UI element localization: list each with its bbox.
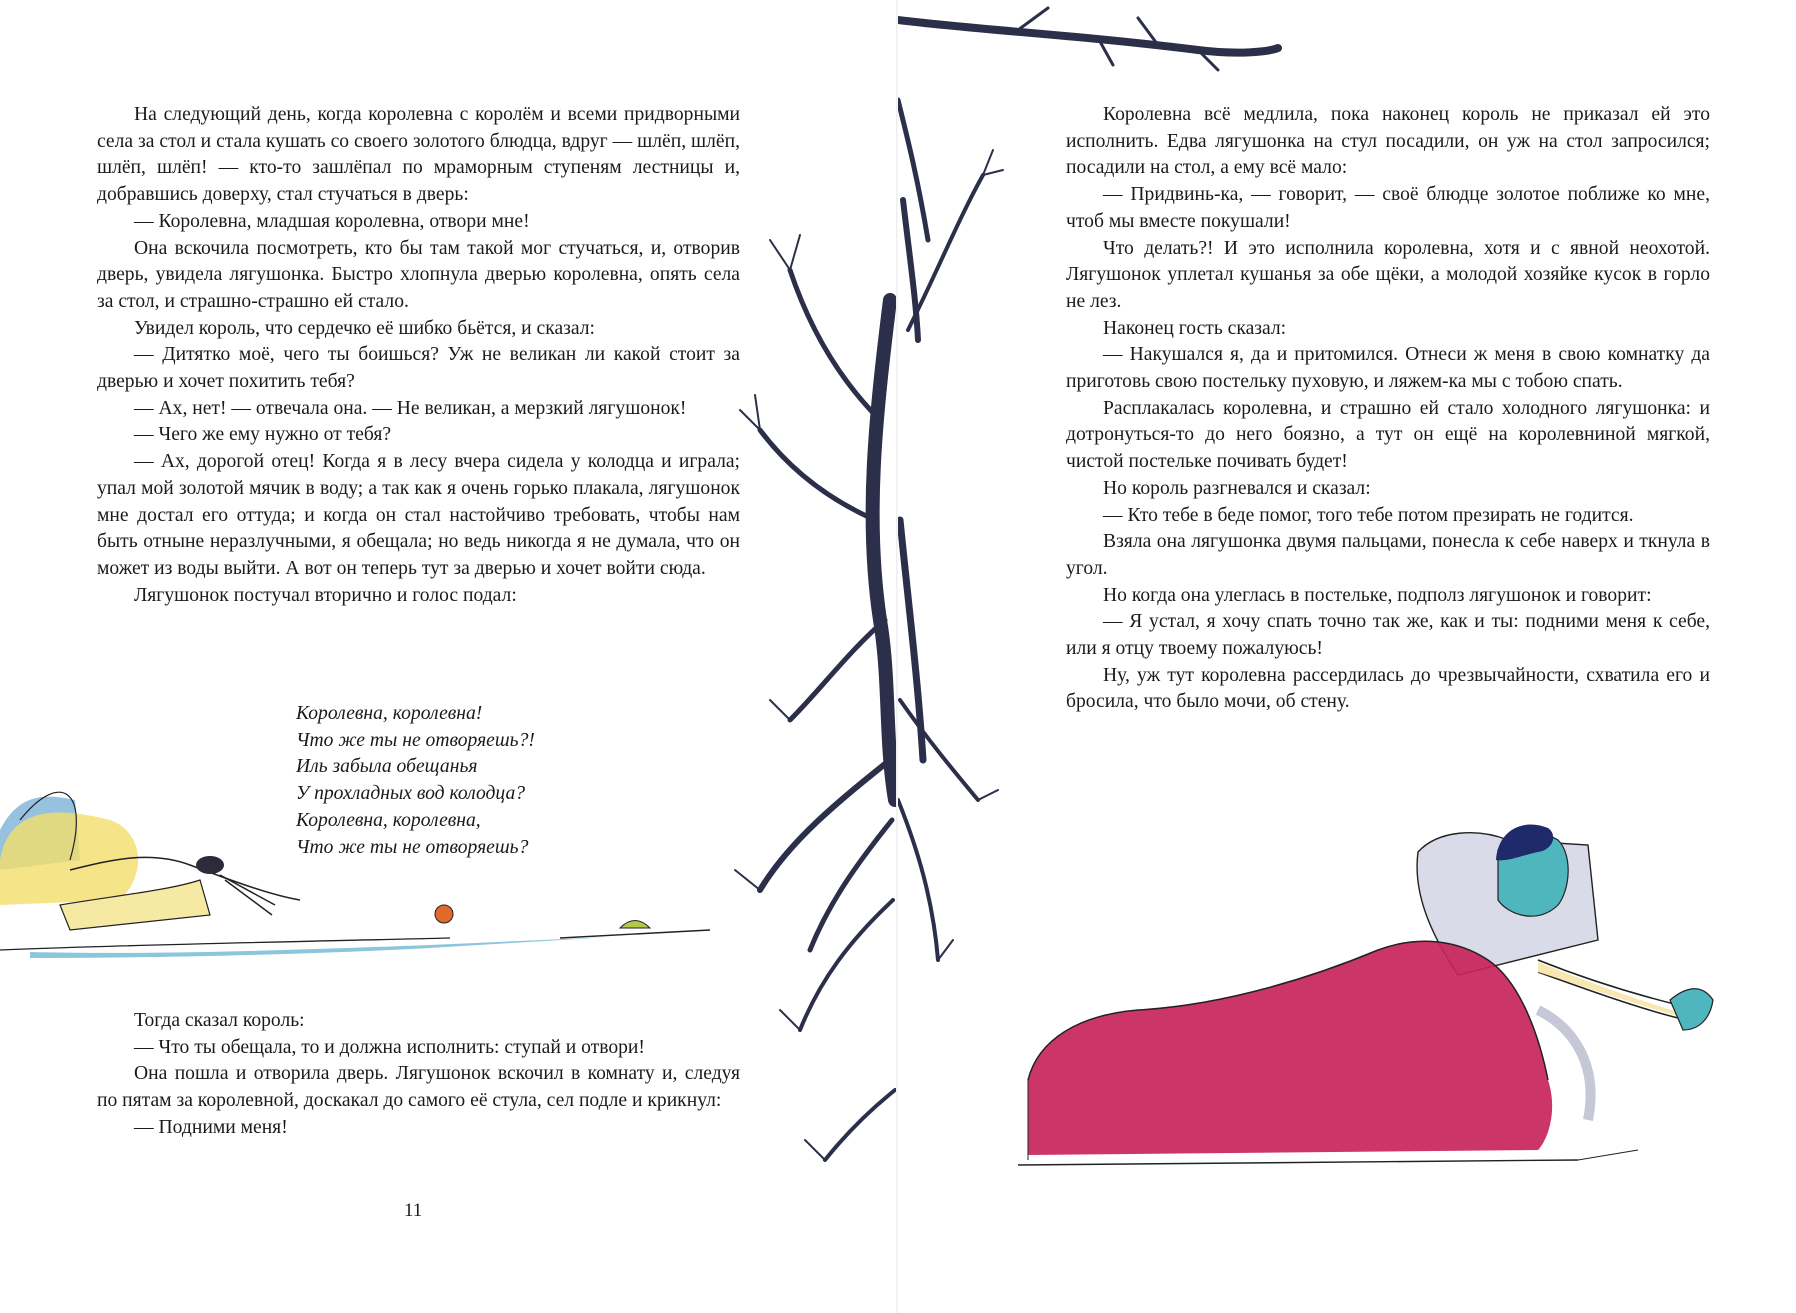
paragraph: Но король разгневался и сказал: (1103, 477, 1371, 499)
paragraph: Что делать?! И это исполнила королевна, хотя и с явной неохотой. Лягушонок уплетал кушанья за обе щёки, а молодой хозяйке кусок в горло не лез. (1066, 237, 1710, 312)
paragraph: Тогда сказал король: (134, 1010, 305, 1031)
paragraph: — Кто тебе в беде помог, того тебе потом презирать не годится. (1103, 504, 1634, 526)
right-page-text (1066, 102, 1710, 716)
paragraph: — Ах, дорогой отец! Когда я в лесу вчера сидела у колодца и играла; упал мой золотой мячик в воду; а так как я очень горько плакала, лягушонок мне достал его оттуда; и когда он стал настойчиво требовать, чтобы нам быть отныне неразлучными, я обещала; но ведь никогда я не думала, что он может из воды выйти. А вот он теперь тут за дверью и хочет войти сюда. (97, 451, 740, 579)
paragraph: Королевна всё медлила, пока наконец король не приказал ей это исполнить. Едва лягушонка на стул посадили, он уж на стол запросился; посадили на стол, а ему всё мало: (1066, 104, 1710, 179)
poem-line: Что же ты не отворяешь? (296, 836, 529, 858)
paragraph: — Королевна, младшая королевна, отвори мне! (134, 210, 530, 232)
paragraph: — Придвинь-ка, — говорит, — своё блюдце золотое поближе ко мне, чтоб мы вместе покушали! (1066, 184, 1710, 232)
paragraph: Наконец гость сказал: (1103, 317, 1287, 339)
paragraph: Взяла она лягушонка двумя пальцами, понесла к себе наверх и ткнула в угол. (1066, 531, 1710, 579)
paragraph: — Что ты обещала, то и должна исполнить: ступай и отвори! (134, 1036, 645, 1058)
paragraph: — Подними меня! (134, 1116, 288, 1138)
poem-line: Что же ты не отворяешь?! (296, 729, 535, 751)
paragraph: Увидел король, что сердечко её шибко бьётся, и сказал: (134, 317, 595, 339)
poem-line: У прохладных вод колодца? (296, 783, 526, 805)
paragraph: Лягушонок постучал вторично и голос подал: (134, 584, 517, 606)
paragraph: Она пошла и отворила дверь. Лягушонок вскочил в комнату и, следуя по пятам за королевной, доскакал до самого её стула, сел подле и крикнул: (97, 1063, 740, 1112)
paragraph: — Чего же ему нужно от тебя? (134, 424, 392, 446)
right-page (898, 0, 1796, 1313)
paragraph: — Накушался я, да и притомился. Отнеси ж меня в свою комнатку да приготовь свою постельку пуховую, и ляжем-ка мы с тобою спать. (1066, 344, 1710, 393)
poem-line: Королевна, королевна, (296, 809, 481, 831)
paragraph: Расплакалась королевна, и страшно ей стало холодного лягушонка: и дотронуться-то до него боязно, а тут он ещё на королевниной мягкой, чистой постельке почивать будет! (1066, 397, 1710, 473)
paragraph: На следующий день, когда королевна с королём и всеми придворными села за стол и стала кушать со своего золотого блюдца, вдруг — шлёп, шлёп, шлёп, шлёп! — кто-то зашлёпал по мраморным ступеням лестницы и, добравшись доверху, стал стучаться в дверь: (97, 104, 740, 206)
poem-line: Иль забыла обещанья (296, 756, 478, 778)
paragraph: Ну, уж тут королевна рассердилась до чрезвычайности, схватила его и бросила, что было мочи, об стену. (1066, 664, 1710, 713)
paragraph: — Я устал, я хочу спать точно так же, как и ты: подними меня к себе, или я отцу твоему пожалуюсь! (1066, 611, 1710, 660)
paragraph: Она вскочила посмотреть, кто бы там такой мог стучаться, и, отворив дверь, увидела лягушонка. Быстро хлопнула дверью королевна, опять села за стол, и страшно-страшно ей стало. (97, 237, 740, 312)
poem-line: Королевна, королевна! (296, 703, 483, 724)
paragraph: Но когда она улеглась в постельке, подполз лягушонок и говорит: (1103, 584, 1652, 606)
paragraph: — Ах, нет! — отвечала она. — Не великан, а мерзкий лягушонок! (134, 397, 687, 419)
page-number: 11 (404, 1200, 423, 1221)
paragraph: — Дитятко моё, чего ты боишься? Уж не великан ли какой стоит за дверью и хочет похитить тебя? (97, 344, 740, 393)
